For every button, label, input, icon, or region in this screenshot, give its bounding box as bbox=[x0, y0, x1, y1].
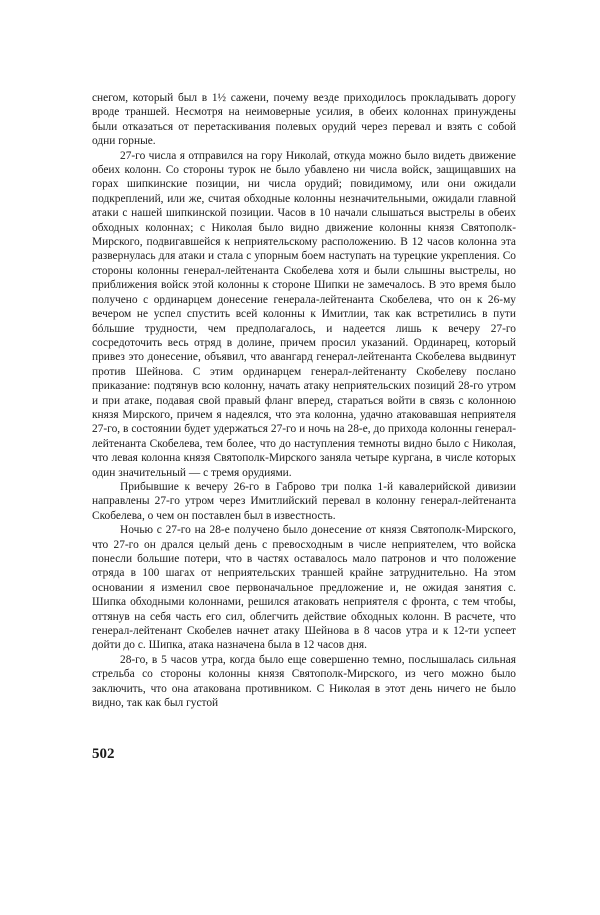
page-number: 502 bbox=[92, 746, 115, 762]
paragraph-5: 28-го, в 5 часов утра, когда было еще совершенно темно, послышалась сильная стрельба со стороны колонны князя Святополк-Мирского, из чего можно было заключить, что она атакована противником. С Николая в этот день ничего не было видно, так как был густой bbox=[92, 653, 516, 710]
paragraph-1: снегом, который был в 1½ сажени, почему везде приходилось прокладывать дорогу вроде траншей. Несмотря на неимоверные усилия, в обеих колоннах принуждены были отказаться от перетаскивания полевых орудий через перевал и взять с собой одни горные. bbox=[92, 92, 516, 148]
paragraph-4: Ночью с 27-го на 28-е получено было донесение от князя Святополк-Мирского, что 27-го он дрался целый день с превосходным в числе неприятелем, что войска понесли большие потери, что в частях оставалось мало патронов и что положение отряда в 100 шагах от неприятельских траншей крайне затруднительно. На этом основании я изменил свое первоначальное предложение и, не ожидая занятия с. Шипка обходными колоннами, решился атаковать неприятеля с фронта, с тем чтобы, оттянув на себя часть его сил, облегчить действие обходных колонн. В расчете, что генерал-лейтенант Скобелев начнет атаку Шейнова в 8 часов утра и к 12-ти успеет дойти до с. Шипка, атака назначена была в 12 часов дня. bbox=[92, 524, 516, 652]
paragraph-3: Прибывшие к вечеру 26-го в Габрово три полка 1-й кавалерийской дивизии направлены 27-го утром через Имитлийский перевал в колонну генерал-лейтенанта Скобелева, о чем он поставлен был в известность. bbox=[92, 480, 516, 522]
paragraph-2: 27-го числа я отправился на гору Николай, откуда можно было видеть движение обеих колонн. Со стороны турок не было убавлено ни числа войск, защищавших на горах шипкинские позиции, ни числа орудий; повидимому, или они ожидали подкреплений, или же, считая обходные колонны незначительными, ожидали главной атаки с нашей шипкинской позиции. Часов в 10 начали слышаться выстрелы в обеих обходных колоннах; с Николая было видно движение колонны князя Святополк-Мирского, подвигавшейся к неприятельскому расположению. В 12 часов колонна эта развернулась для атаки и стала с упорным боем наступать на турецкие укрепления. Со стороны колонны генерал-лейтенанта Скобелева хотя и были слышны выстрелы, но приближения войск этой колонны к стороне Шипки не замечалось. В это время было получено с ординарцем донесение генерала-лейтенанта Скобелева, что он к 26-му вечером не успел спустить всей колонны к Имитлии, так как встретились в пути бóльшие трудности, чем предполагалось, и надеется лишь к вечеру 27-го сосредоточить весь отряд в долине, причем просил указаний. Ординарец, который привез это донесение, объявил, что авангард генерал-лейтенанта Скобелева выдвинут против Шейнова. С этим ординарцем генерал-лейтенанту Скобелеву послано приказание: подтянув всю колонну, начать атаку неприятельских позиций 28-го утром и при атаке, подавая свой правый фланг вперед, стараться войти в связь с колонною князя Мирского, причем я надеялся, что эта колонна, удачно атаковавшая неприятеля 27-го, в состоянии будет удержаться 27-го и ночь на 28-е, до прихода колонны генерал-лейтенанта Скобелева, тем более, что до наступления темноты видно было с Николая, что левая колонна князя Святополк-Мирского заняла четыре кургана, в числе которых один значительный — с тремя орудиями. bbox=[92, 149, 516, 479]
page-body bbox=[92, 91, 516, 710]
